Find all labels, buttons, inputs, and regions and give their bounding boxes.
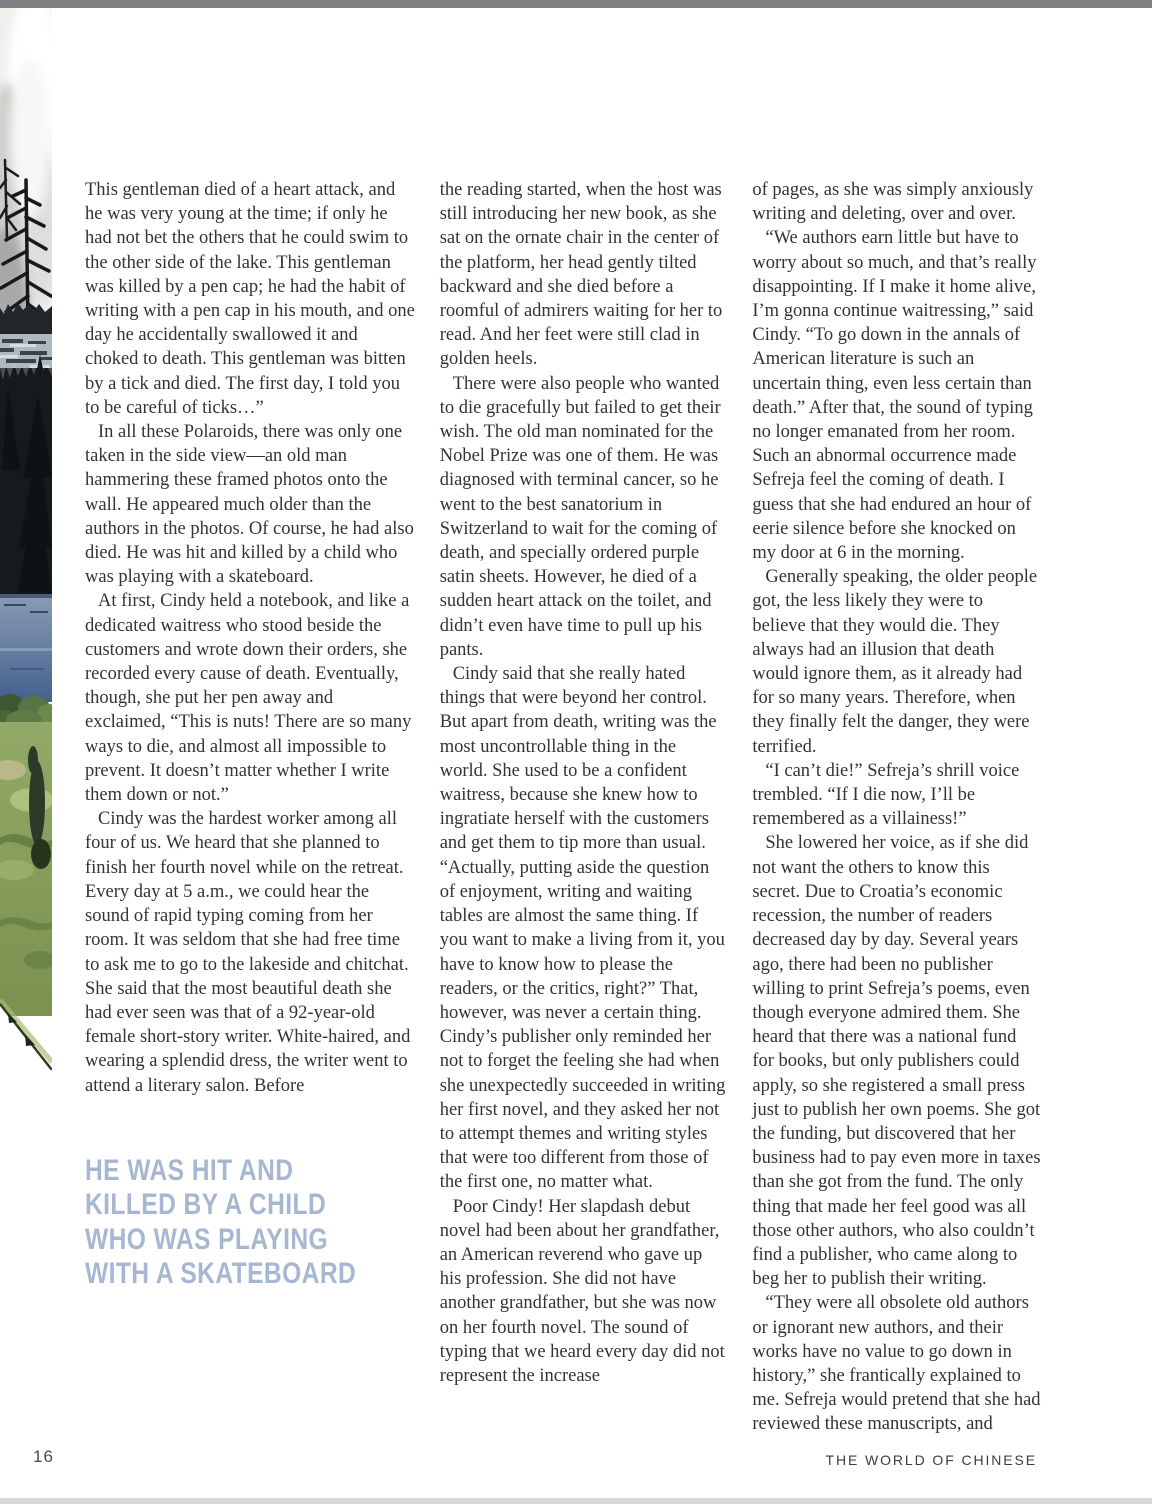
paragraph: In all these Polaroids, there was only one taken in the side view—an old man hammering these framed photos onto the wall. He appeared much older than the authors in the photos. Of course, he had also died. He was hit and killed by a child who was playing with a skateboard. (85, 422, 414, 588)
paragraph: Cindy said that she really hated things that were beyond her control. But apart from death, writing was the most uncontrollable thing in the world. She used to be a confident waitress, because she knew how to ingratiate herself with the customers and get them to tip more than usual. “Actually, putting aside the question of enjoyment, writing and waiting tables are almost the same thing. If you want to make a living from it, you have to know how to please the readers, or the critics, right?” That, however, was never a certain thing. Cindy’s publisher only reminded her not to forget the feeling she had when she unexpectedly succeeded in writing her first novel, and they asked her not to attempt themes and writing styles that were too different from those of the first one, no matter what. (439, 664, 726, 1193)
paragraph: There were also people who wanted to die gracefully but failed to get their wish. The old man nominated for the Nobel Prize was one of them. He was diagnosed with terminal cancer, so he went to the best sanatorium in Switzerland to wait for the coming of death, and specially ordered purple satin sheets. However, he died of a sudden heart attack on the toilet, and didn’t even have time to pull up his pants. (439, 373, 721, 660)
paragraph: of pages, as she was simply anxiously writing and deleting, over and over. (752, 180, 1034, 225)
page-top-edge (0, 0, 1152, 8)
paragraph: “We authors earn little but have to worry about so much, and that’s really disappointing. If I make it home alive, I’m gonna continue waitressing,” said Cindy. “To go down in the annals of American literature is such an uncertain thing, even less certain than death.” After that, the sound of typing no longer emanated from her room. Such an abnormal occurrence made Sefreja feel the coming of death. I guess that she had endured an hour of eerie silence before she knocked on my door at 6 in the morning. (752, 228, 1037, 564)
paragraph: the reading started, when the host was still introducing her new book, as she sat on the ornate chair in the center of the platform, her head gently tilted backward and she died before a roomful of admirers waiting for her to read. And her feet were still clad in golden heels. (439, 180, 723, 370)
pull-quote-line: WHO WAS PLAYING (85, 1222, 329, 1256)
article-body (85, 178, 1041, 1437)
pull-quote-line: KILLED BY A CHILD (85, 1188, 327, 1222)
text-column-2 (440, 178, 729, 1437)
text-column-3 (752, 178, 1041, 1437)
magazine-title-footer: THE WORLD OF CHINESE (825, 1452, 1037, 1468)
paragraph: “They were all obsolete old authors or ignorant new authors, and their works have no value to go down in history,” she frantically explained to me. Sefreja would pretend that she had reviewed these manuscripts, and (752, 1293, 1041, 1435)
paragraph: Poor Cindy! Her slapdash debut novel had been about her grandfather, an American reverend who gave up his profession. She did not have another grandfather, but she was now on her fourth novel. The sound of typing that we heard every day did not represent the increase (439, 1196, 725, 1386)
pull-quote (85, 1154, 416, 1292)
page-number: 16 (33, 1447, 54, 1466)
paragraph: This gentleman died of a heart attack, and he was very young at the time; if only he had not bet the others that he could swim to the other side of the lake. This gentleman was killed by a pen cap; he had the habit of writing with a pen cap in his mouth, and one day he accidentally swallowed it and choked to death. This gentleman was bitten by a tick and died. The first day, I told you to be careful of ticks…” (85, 180, 415, 418)
paragraph: At first, Cindy held a notebook, and like a dedicated waitress who stood beside the customers and wrote down their orders, she recorded every cause of death. Eventually, though, she put her pen away and exclaimed, “This is nuts! There are so many ways to die, and almost all impossible to prevent. It doesn’t matter whether I write them down or not.” (85, 591, 412, 806)
pull-quote-line: HE WAS HIT AND (85, 1153, 294, 1187)
pull-quote-line: WITH A SKATEBOARD (85, 1257, 357, 1291)
paragraph: Generally speaking, the older people got, the less likely they were to believe that they would die. They always had an illusion that death would ignore them, as it already had for so many years. Therefore, when they finally felt the danger, they were terrified. (752, 567, 1038, 757)
lakeside-forest-painting-illustration (0, 8, 52, 1070)
paragraph: She lowered her voice, as if she did not want the others to know this secret. Due to Croatia’s economic recession, the number of readers decreased day by day. Several years ago, there had been no publisher willing to print Sefreja’s poems, even though everyone admired them. She heard that there was a national fund for books, but only publishers could apply, so she registered a small press just to publish her own poems. She got the funding, but discovered that her business had to pay even more in taxes than she got from the fund. The only thing that made her feel good was all those other authors, who also couldn’t find a publisher, who came along to beg her to publish their writing. (752, 833, 1041, 1290)
page-bottom-edge (0, 1498, 1152, 1504)
text-column-1 (85, 178, 416, 1437)
paragraph: Cindy was the hardest worker among all four of us. We heard that she planned to finish her fourth novel while on the retreat. Every day at 5 a.m., we could hear the sound of rapid typing coming from her room. It was seldom that she had free time to ask me to go to the lakeside and chitchat. She said that the most beautiful death she had ever seen was that of a 92-year-old female short-story writer. White-haired, and wearing a splendid dress, the writer went to attend a literary salon. Before (85, 809, 411, 1096)
paragraph: “I can’t die!” Sefreja’s shrill voice trembled. “If I die now, I’ll be remembered as a villainess!” (752, 760, 1020, 830)
